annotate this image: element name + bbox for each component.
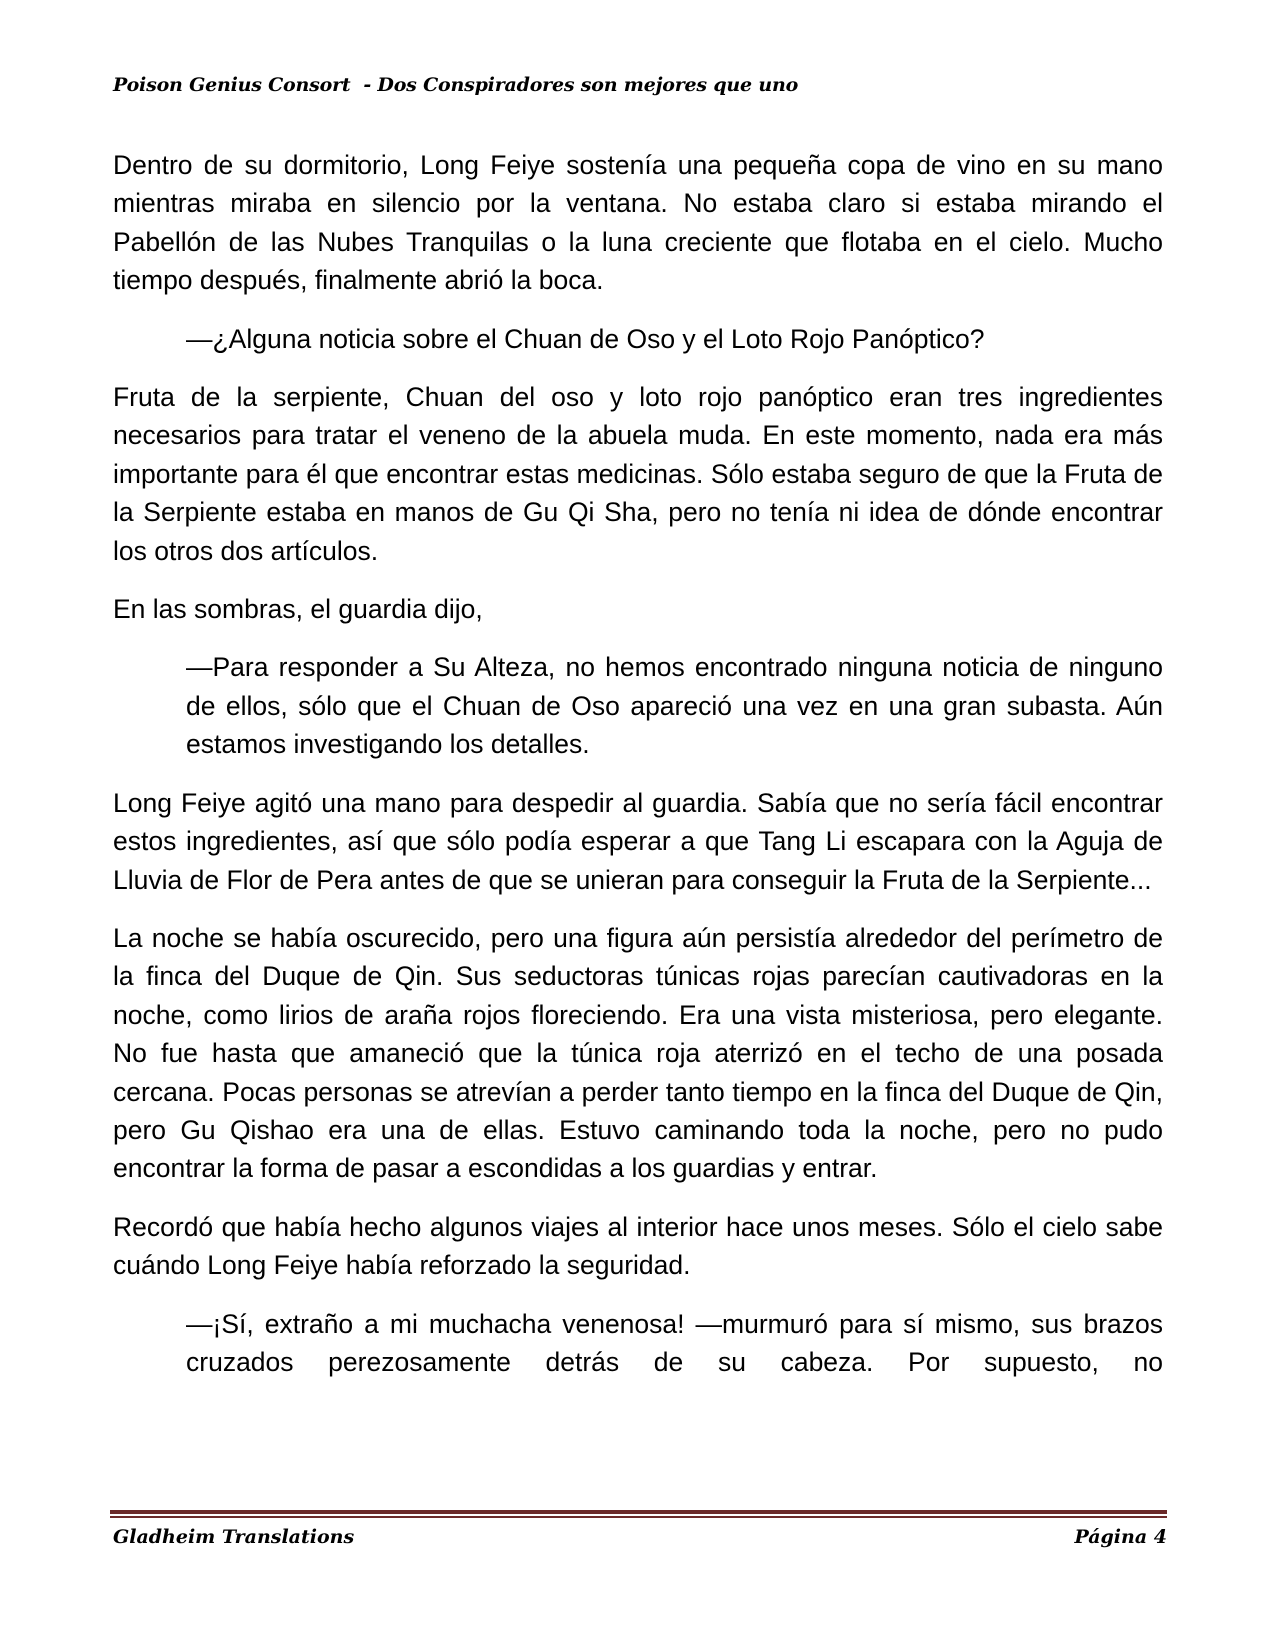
dialog-block: —Para responder a Su Alteza, no hemos encontrado ninguna noticia de ninguno de ellos, sólo que el Chuan de Oso apareció una vez en una gran subasta. Aún estamos investigando los detalles.	[186, 652, 1163, 760]
footer-divider-thick	[110, 1510, 1167, 1514]
dialog-line: —¿Alguna noticia sobre el Chuan de Oso y el Loto Rojo Panóptico?	[186, 323, 985, 354]
paragraph: En las sombras, el guardia dijo,	[113, 594, 483, 625]
footer-publisher: Gladheim Translations	[113, 1526, 355, 1548]
document-body	[113, 146, 1163, 1401]
paragraph: La noche se había oscurecido, pero una figura aún persistía alrededor del perímetro de la finca del Duque de Qin. Sus seductoras túnicas rojas parecían cautivadoras en la noche, como lirios de araña rojos floreciendo. Era una vista misteriosa, pero elegante. No fue hasta que amaneció que la túnica roja aterrizó en el techo de una posada cercana. Pocas personas se atrevían a perder tanto tiempo en la finca del Duque de Qin, pero Gu Qishao era una de ellas. Estuvo caminando toda la noche, pero no pudo encontrar la forma de pasar a escondidas a los guardias y entrar.	[113, 922, 1163, 1184]
page-header-title: Poison Genius Consort - Dos Conspiradores son mejores que uno	[113, 74, 799, 96]
dialog-block: —¡Sí, extraño a mi muchacha venenosa! —murmuró para sí mismo, sus brazos cruzados perezosamente detrás de su cabeza. Por supuesto, no	[186, 1308, 1163, 1377]
footer-divider-thin	[110, 1516, 1167, 1518]
paragraph: Dentro de su dormitorio, Long Feiye sostenía una pequeña copa de vino en su mano mientras miraba en silencio por la ventana. No estaba claro si estaba mirando el Pabellón de las Nubes Tranquilas o la luna creciente que flotaba en el cielo. Mucho tiempo después, finalmente abrió la boca.	[113, 150, 1163, 296]
paragraph: Recordó que había hecho algunos viajes al interior hace unos meses. Sólo el cielo sabe cuándo Long Feiye había reforzado la seguridad.	[113, 1211, 1163, 1281]
footer-page-number: Página 4	[1074, 1526, 1167, 1548]
paragraph: Long Feiye agitó una mano para despedir al guardia. Sabía que no sería fácil encontrar estos ingredientes, así que sólo podía esperar a que Tang Li escapara con la Aguja de Lluvia de Flor de Pera antes de que se unieran para conseguir la Fruta de la Serpiente...	[113, 787, 1163, 895]
footer-divider	[110, 1510, 1167, 1518]
paragraph: Fruta de la serpiente, Chuan del oso y loto rojo panóptico eran tres ingredientes necesarios para tratar el veneno de la abuela muda. En este momento, nada era más importante para él que encontrar estas medicinas. Sólo estaba seguro de que la Fruta de la Serpiente estaba en manos de Gu Qi Sha, pero no tenía ni idea de dónde encontrar los otros dos artículos.	[113, 382, 1163, 566]
